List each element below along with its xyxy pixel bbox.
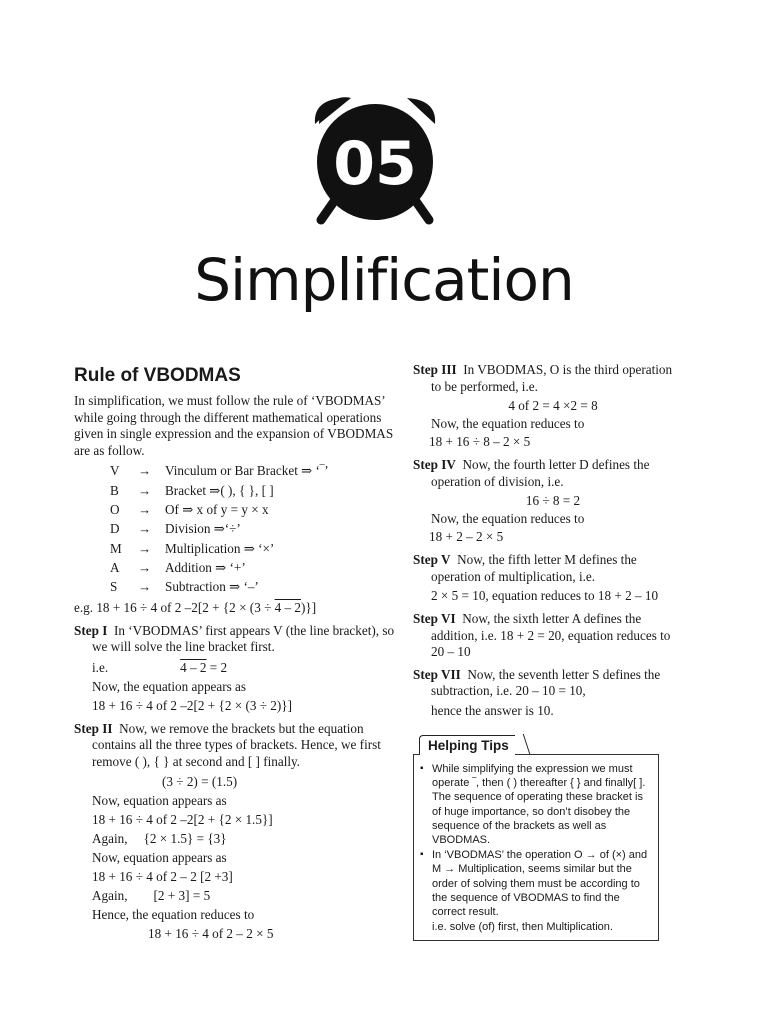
intro-paragraph: In simplification, we must follow the rule of ‘VBODMAS’ while going through the different mathematical operations given in single expression and the expansion of VBODMAS are as follow. [74,393,394,458]
arrow-icon: → [138,463,152,479]
arrow-icon: → [138,482,152,498]
arrow-icon: → [138,559,152,575]
step-label: Step VII [413,666,461,682]
section-heading: Rule of VBODMAS [74,365,241,386]
step-1: Step I In ‘VBODMAS’ first appears V (the line bracket), so we will solve the line bracket first. i.e. 4 – 2 = 2 Now, the equation appears as 18 + 16 ÷ 4 of 2 –2[2 + {2 × (3 ÷ 2)}] [74,622,395,713]
alarm-clock-icon [309,94,441,228]
step-3: Step III In VBODMAS, O is the third operation to be performed, i.e. 4 of 2 = 4 ×2 = 8 Now, the equation reduces to 18 + 16 ÷ 8 – 2 × 5 [413,362,673,449]
tip-item: ▪ While simplifying the expression we must operate ‾, then ( ) thereafter { } and finally[ ]. The sequence of operating these bracket is of huge importance, so don’t disobey the sequence of the brackets as well as VBODMAS. [432,762,652,847]
chapter-title: Simplification [194,246,574,314]
helping-tips [413,735,659,941]
step-7: Step VII Now, the seventh letter S defines the subtraction, i.e. 20 – 10 = 10, hence the answer is 10. [413,666,661,718]
rule-letter: D [110,521,120,537]
step-label: Step I [74,622,108,638]
chapter-number: 05 [333,129,417,199]
step-label: Step II [74,720,113,736]
rule-text: Of ⇒ x of y = y × x [165,501,269,517]
tip-note: i.e. solve (of) first, then Multiplication. [432,921,613,934]
tip-item: ▪ In ‘VBODMAS’ the operation O → of (×) and M → Multiplication, seems similar but the order of solving them must be according to the sequence of VBODMAS to find the correct result. [432,848,652,919]
step-5: Step V Now, the fifth letter M defines the operation of multiplication, i.e. 2 × 5 = 10, equation reduces to 18 + 2 – 10 [413,552,659,603]
rule-row [110,501,398,520]
rule-text: Addition ⇒ ‘+’ [165,559,246,575]
rule-letter: S [110,579,118,595]
arrow-icon: → [138,501,152,517]
rule-text: Vinculum or Bar Bracket ⇒ ‘‾’ [165,463,329,479]
rule-row [110,539,398,558]
step-4: Step IV Now, the fourth letter D defines the operation of division, i.e. 16 ÷ 8 = 2 Now, the equation reduces to 18 + 2 – 2 × 5 [413,457,650,544]
rule-row [110,481,398,500]
rule-row [110,462,398,481]
step-label: Step V [413,552,451,567]
rule-row [110,558,398,577]
tips-box [413,754,659,941]
step-label: Step IV [413,457,456,472]
arrow-icon: → [138,521,152,537]
rule-letter: B [110,482,119,498]
right-column [413,362,675,720]
arrow-icon: → [138,579,152,595]
rule-text: Subtraction ⇒ ‘–’ [165,579,259,595]
rule-letter: V [110,463,120,479]
rule-text: Multiplication ⇒ ‘×’ [165,540,275,556]
rule-text: Bracket ⇒( ), { }, [ ] [165,482,274,498]
step-label: Step III [413,362,457,377]
tips-title: Helping Tips [419,735,515,755]
left-column [74,362,398,943]
arrow-icon: → [138,540,152,556]
step-2: Step II Now, we remove the brackets but the equation contains all the three types of brackets. Hence, we first remove ( ), { } at second and [ ] finally. (3 ÷ 2) = (1.5) Now, equation appears as 18 + 16 ÷ 4 of 2 –2[2 + {2 × 1.5}] Again, {2 × 1.5} = {3} Now, equation appears as 18 + 16 ÷ 4 of 2 – 2 [2 +3] Again, [2 + 3] = 5 Hence, the equation reduces to 18 + 16 ÷ 4 of 2 – 2 × 5 [74,720,381,942]
example-expression: e.g. 18 + 16 ÷ 4 of 2 –2[2 + {2 × (3 ÷ 4 – 2)}] [74,600,317,616]
rule-letter: A [110,559,120,575]
rule-row [110,520,398,539]
step-6: Step VI Now, the sixth letter A defines the addition, i.e. 18 + 2 = 20, equation reduces to 20 – 10 [413,611,671,659]
vbodmas-rules [110,462,398,597]
rule-text: Division ⇒‘÷’ [165,521,241,537]
rule-letter: O [110,501,120,517]
rule-letter: M [110,540,122,556]
rule-row [110,578,398,597]
step-label: Step VI [413,611,456,626]
